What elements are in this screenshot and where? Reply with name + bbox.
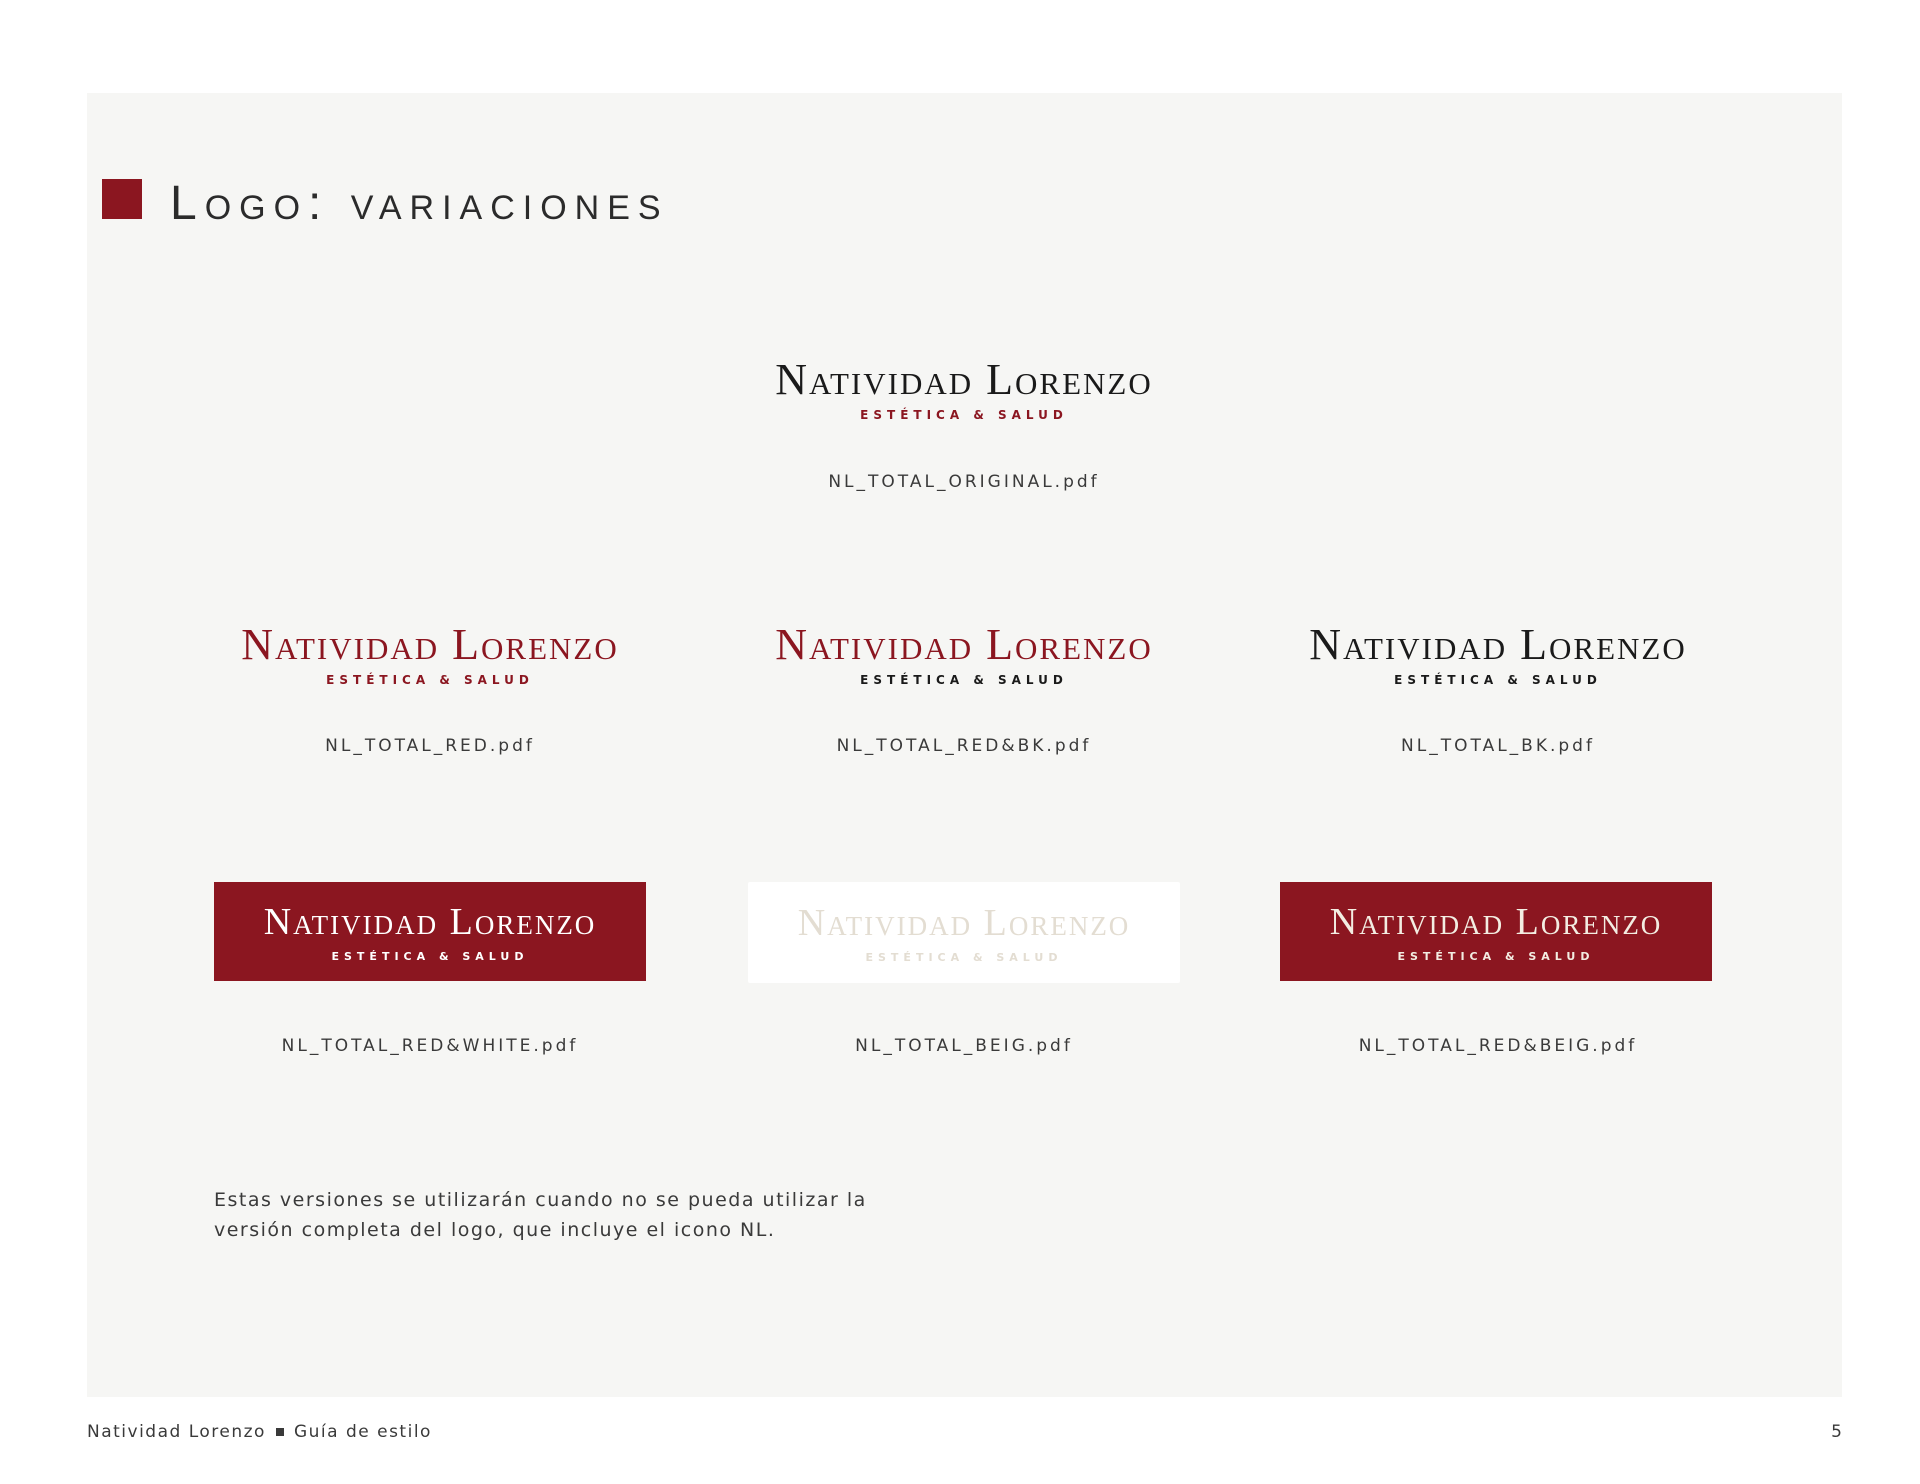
title-accent-square [102, 179, 142, 219]
filename-red-white: NL_TOTAL_RED&WHITE.pdf [281, 1036, 579, 1056]
logo-red-white [214, 882, 646, 981]
logo-subtitle: ESTÉTICA & SALUD [860, 673, 1068, 687]
description-text [214, 1185, 934, 1245]
logo-red-beige [1280, 882, 1712, 981]
filename-red-beige: NL_TOTAL_RED&BEIG.pdf [1358, 1036, 1638, 1056]
filename-black: NL_TOTAL_BK.pdf [1401, 736, 1595, 756]
logo-name: Natividad Lorenzo [797, 901, 1131, 944]
logo-black [1278, 605, 1718, 705]
page-number: 5 [1831, 1422, 1842, 1442]
logo-name: Natividad Lorenzo [1309, 620, 1687, 669]
logo-red-black [744, 605, 1184, 705]
footer-brand-name: Natividad Lorenzo [87, 1422, 266, 1442]
logo-original [744, 340, 1184, 440]
logo-red [210, 605, 650, 705]
logo-subtitle: ESTÉTICA & SALUD [326, 673, 534, 687]
description-line-2: versión completa del logo, que incluye el icono NL. [214, 1219, 776, 1241]
footer-doc-name: Guía de estilo [293, 1422, 432, 1442]
filename-red-black: NL_TOTAL_RED&BK.pdf [836, 736, 1092, 756]
filename-red: NL_TOTAL_RED.pdf [325, 736, 535, 756]
logo-subtitle: ESTÉTICA & SALUD [1397, 949, 1595, 963]
logo-name: Natividad Lorenzo [263, 900, 597, 943]
logo-name: Natividad Lorenzo [1329, 900, 1663, 943]
logo-beige [748, 882, 1180, 983]
footer-brand [87, 1422, 432, 1442]
page-title: Logo: variaciones [170, 177, 669, 230]
footer-separator-square [276, 1428, 284, 1436]
description-line-1: Estas versiones se utilizarán cuando no se pueda utilizar la [214, 1189, 867, 1211]
logo-subtitle: ESTÉTICA & SALUD [865, 950, 1063, 964]
logo-name: Natividad Lorenzo [775, 620, 1153, 669]
logo-subtitle: ESTÉTICA & SALUD [1394, 673, 1602, 687]
logo-name: Natividad Lorenzo [241, 620, 619, 669]
filename-beige: NL_TOTAL_BEIG.pdf [855, 1036, 1073, 1056]
logo-name: Natividad Lorenzo [775, 355, 1153, 404]
logo-subtitle: ESTÉTICA & SALUD [860, 408, 1068, 422]
filename-original: NL_TOTAL_ORIGINAL.pdf [828, 472, 1100, 492]
logo-subtitle: ESTÉTICA & SALUD [331, 949, 529, 963]
